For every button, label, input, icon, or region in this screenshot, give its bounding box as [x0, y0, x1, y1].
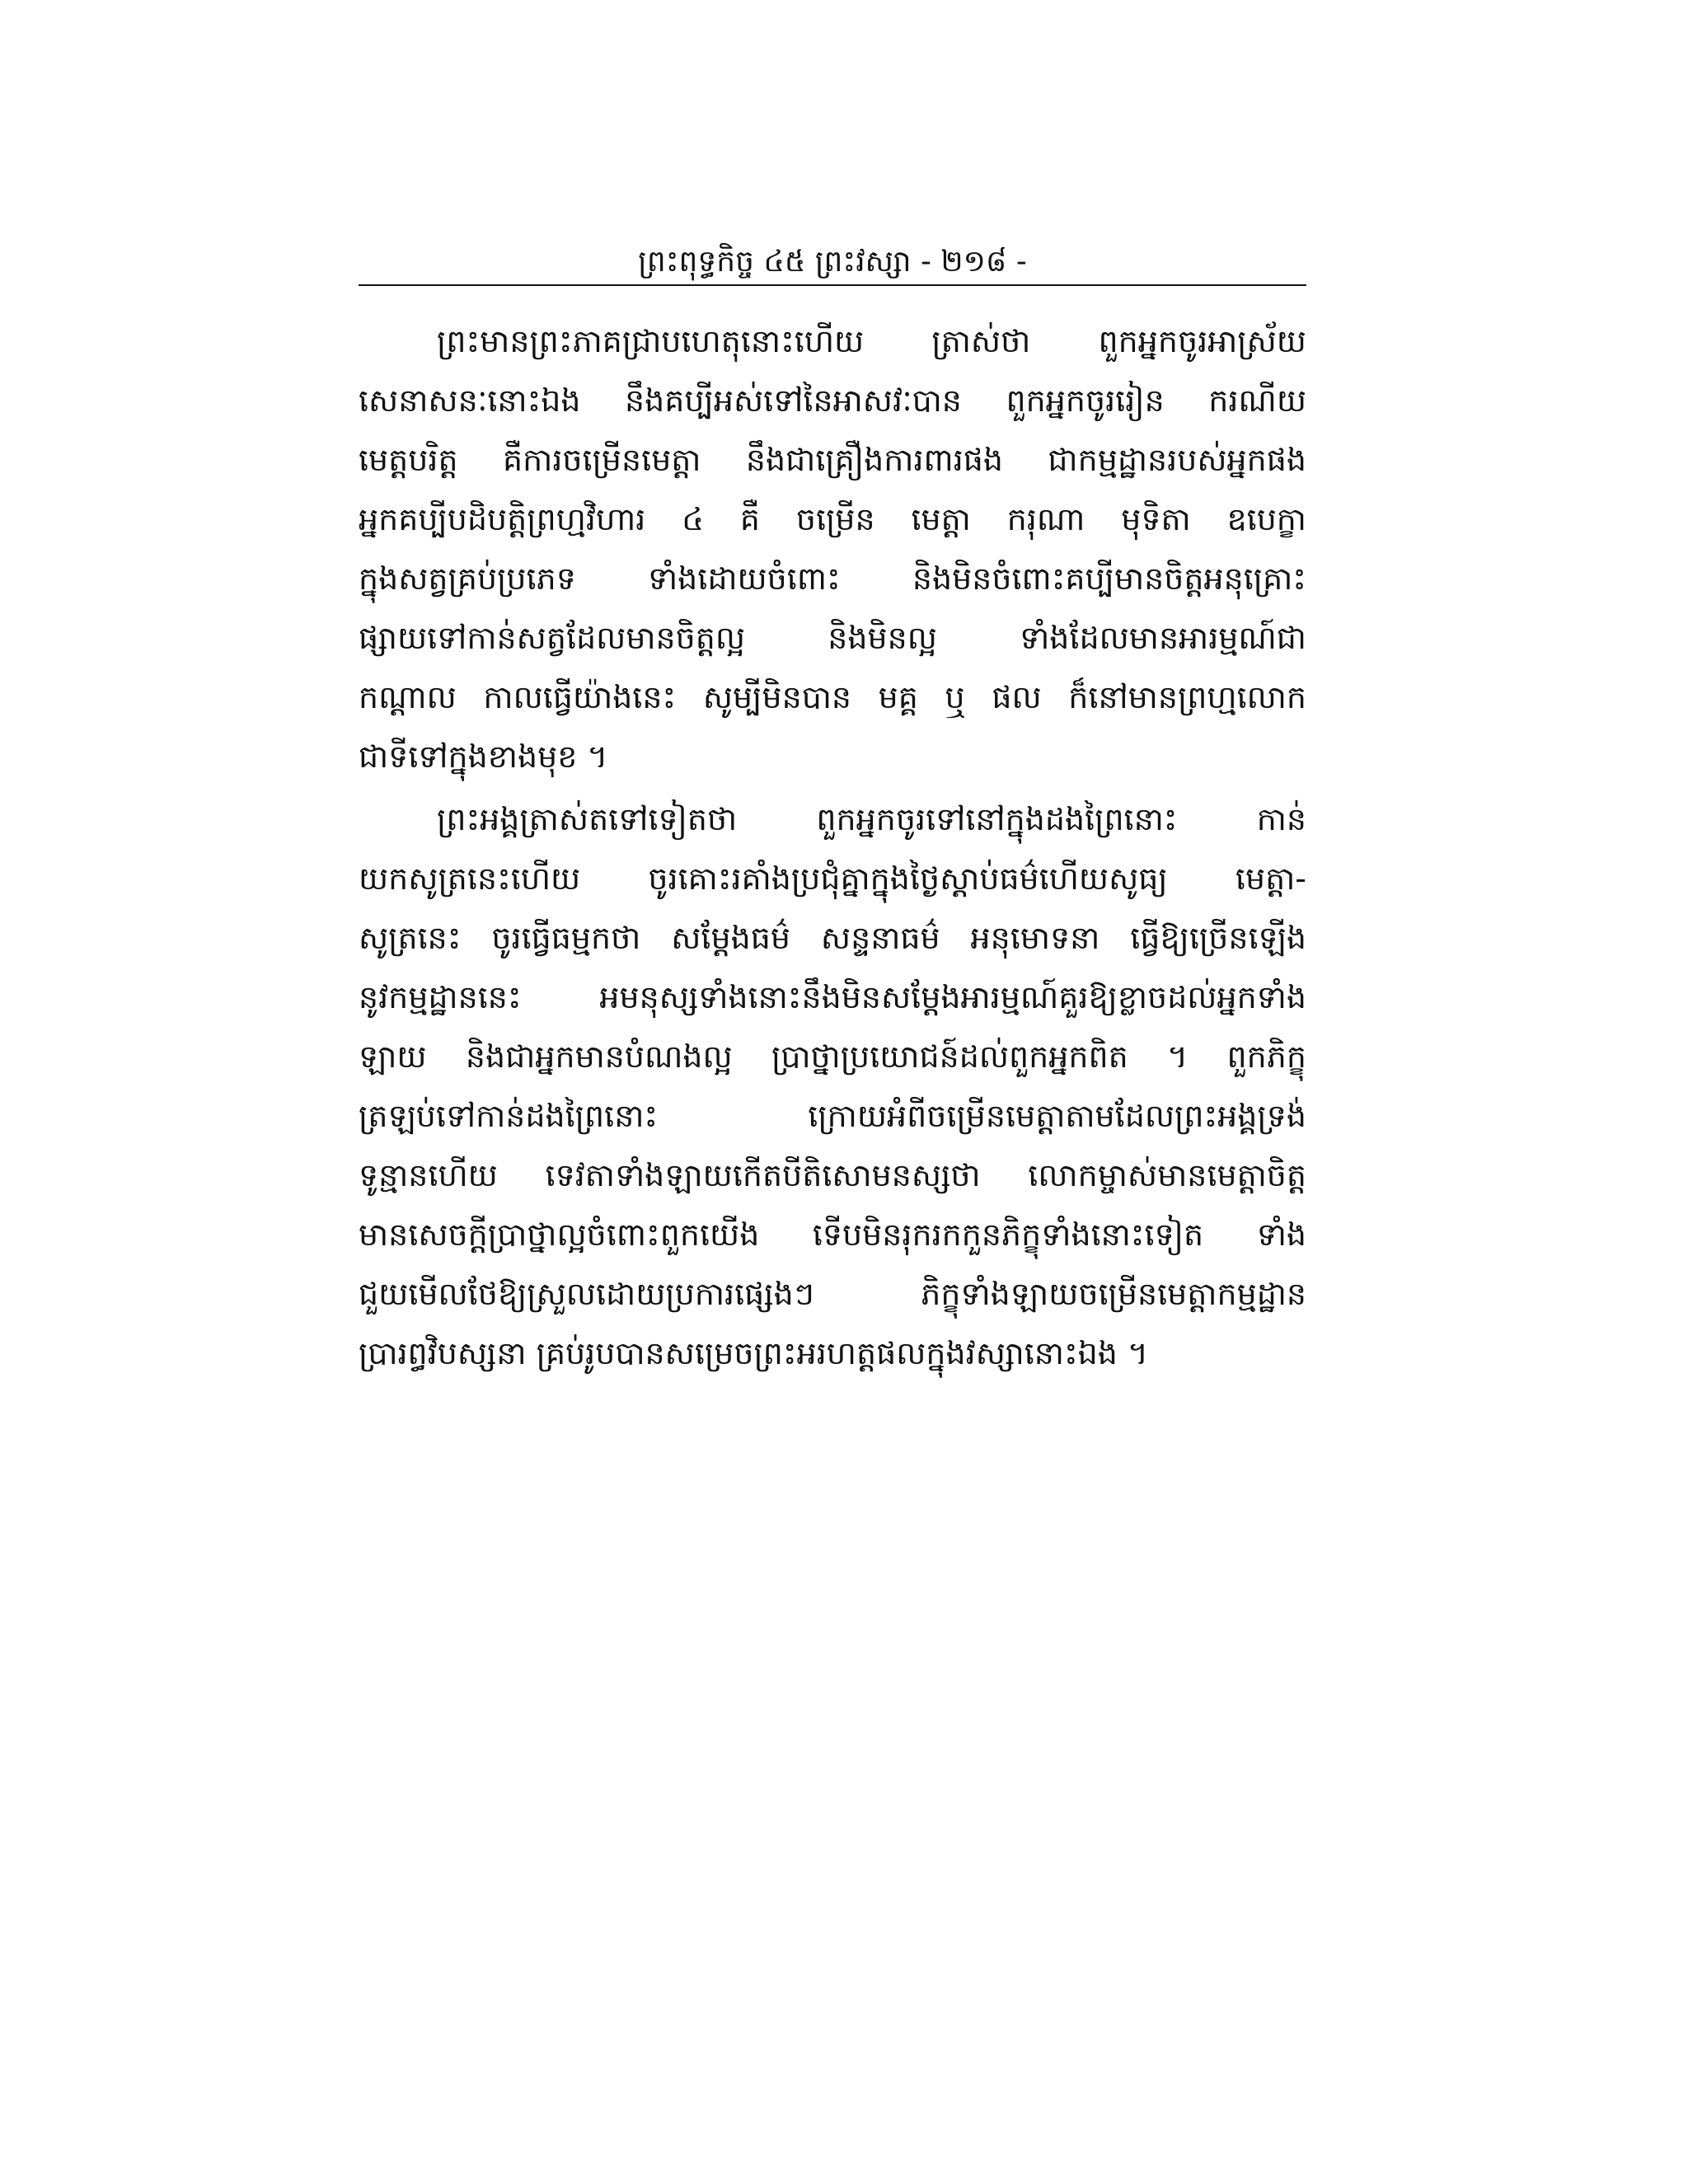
- text-line: សេនាសនៈនោះឯង នឹងគប្បីអស់ទៅនៃអាសវៈបាន ពួកអ្នកចូររៀន ករណីយ: [359, 382, 1306, 419]
- text-line: ជួយមើលថែឱ្យស្រួលដោយប្រការផ្សេងៗ ភិក្ខុទាំងឡាយចម្រើនមេត្តាកម្មដ្ឋាន: [359, 1276, 1306, 1312]
- text-line: យកសូត្រនេះហើយ ចូរគោះរគាំងប្រជុំគ្នាក្នុងថ្ងៃស្តាប់ធម៌ហើយសូធ្យ មេត្តា-: [359, 860, 1306, 897]
- text-line: ត្រឡប់ទៅកាន់ដងព្រៃនោះ ក្រោយអំពីចម្រើនមេត្តាតាមដែលព្រះអង្គទ្រង់: [359, 1098, 1306, 1134]
- text-line: នូវកម្មដ្ឋាននេះ អមនុស្សទាំងនោះនឹងមិនសម្តែងអារម្មណ៍គួរឱ្យខ្លាចដល់អ្នកទាំង: [359, 979, 1306, 1015]
- text-line: អ្នកគប្បីបដិបត្តិព្រហ្មវិហារ ៤ គឺ ចម្រើន មេត្តា ករុណា មុទិតា ឧបេក្ខា: [359, 501, 1306, 537]
- text-line: កណ្តាល កាលធ្វើយ៉ាងនេះ សូម្បីមិនបាន មគ្គ ឬ ផល ក៏នៅមានព្រហ្មលោក: [359, 679, 1306, 715]
- running-head: ព្រះពុទ្ធកិច្ច ៤៥ ព្រះវស្សា - ២១៨ -: [638, 245, 1027, 279]
- text-line: ផ្សាយទៅកាន់សត្វដែលមានចិត្តល្អ និងមិនល្អ ទាំងដែលមានអារម្មណ៍ជា: [359, 620, 1306, 656]
- text-line: មេត្តបរិត្ត គឺការចម្រើនមេត្តា នឹងជាគ្រឿងការពារផង ជាកម្មដ្ឋានរបស់អ្នកផង: [359, 442, 1306, 478]
- text-line: ទូន្មានហើយ ទេវតាទាំងឡាយកើតបីតិសោមនស្សថា លោកម្ចាស់មានមេត្តាចិត្ត: [359, 1157, 1306, 1193]
- text-line: ព្រះអង្គត្រាស់តទៅទៀតថា ពួកអ្នកចូរទៅនៅក្នុងដងព្រៃនោះ កាន់: [437, 801, 1306, 837]
- text-line: ព្រះមានព្រះភាគជ្រាបហេតុនោះហើយ ត្រាស់ថា ពួកអ្នកចូរអាស្រ័យ: [437, 323, 1306, 359]
- paragraph-1: [359, 312, 1306, 786]
- text-line: ឡាយ និងជាអ្នកមានបំណងល្អ ប្រាថ្នាប្រយោជន៍ដល់ពួកអ្នកពិត ។ ពួកភិក្ខុ: [359, 1038, 1306, 1075]
- text-line: ក្នុងសត្វគ្រប់ប្រភេទ ទាំងដោយចំពោះ និងមិនចំពោះគប្បីមានចិត្តអនុគ្រោះ: [359, 560, 1306, 597]
- header-rule: [359, 284, 1306, 286]
- paragraph-2: [359, 790, 1306, 1383]
- text-line: សូត្រនេះ ចូរធ្វើធម្មកថា សម្តែងធម៌ សន្ទនាធម៌ អនុមោទនា ធ្វើឱ្យច្រើនឡើង: [359, 920, 1306, 956]
- body-text: [359, 312, 1306, 1383]
- text-line: ជាទីទៅក្នុងខាងមុខ ។: [359, 738, 608, 775]
- text-line: ប្រារព្ធវិបស្សនា គ្រប់រូបបានសម្រេចព្រះអរហត្តផលក្នុងវស្សានោះឯង ។: [359, 1335, 1149, 1371]
- text-line: មានសេចក្តីប្រាថ្នាល្អចំពោះពួកយើង ទើបមិនរុករកកួនភិក្ខុទាំងនោះទៀត ទាំង: [359, 1216, 1306, 1253]
